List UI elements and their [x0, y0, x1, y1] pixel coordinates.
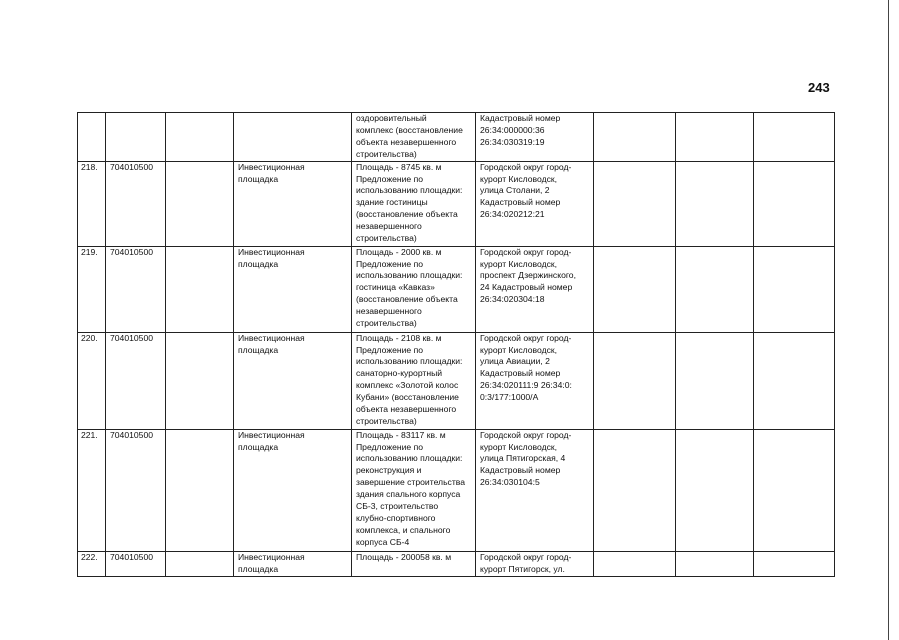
description-line: Предложение по: [356, 173, 424, 184]
object-type-line: Инвестиционная: [238, 161, 305, 172]
table-row: [78, 332, 835, 429]
address-cell: [476, 551, 594, 576]
row-number-cell: [78, 332, 106, 429]
description-line: незавершенного: [356, 221, 422, 232]
address-line: Городской округ город-: [480, 246, 572, 257]
oktmo-code: 704010500: [110, 429, 154, 440]
empty-cell: [754, 332, 835, 429]
description-cell: [352, 113, 476, 162]
description-cell: [352, 429, 476, 551]
description-line: незавершенного: [356, 306, 422, 317]
row-number-cell: [78, 161, 106, 246]
description-cell: [352, 551, 476, 576]
description-line: Площадь - 2108 кв. м: [356, 332, 442, 343]
empty-cell: [166, 332, 234, 429]
description-line: корпуса СБ-4: [356, 536, 410, 547]
empty-cell: [676, 161, 754, 246]
description-line: строительства): [356, 233, 417, 244]
table-row: [78, 429, 835, 551]
empty-cell: [676, 551, 754, 576]
address-line: проспект Дзержинского,: [480, 270, 576, 281]
address-line: 26:34:000000:36: [480, 124, 545, 135]
description-line: (восстановление объекта: [356, 209, 458, 220]
empty-cell: [676, 246, 754, 332]
description-line: использованию площадки:: [356, 270, 463, 281]
description-line: Кубани» (восстановление: [356, 392, 459, 403]
description-line: строительства): [356, 148, 417, 159]
address-line: курорт Кисловодск,: [480, 344, 558, 355]
oktmo-code: 704010500: [110, 332, 154, 343]
empty-cell: [166, 161, 234, 246]
oktmo-code-cell: [106, 246, 166, 332]
description-line: комплекс (восстановление: [356, 124, 463, 135]
description-line: гостиница «Кавказ»: [356, 282, 435, 293]
description-line: здания спального корпуса: [356, 489, 461, 500]
description-line: Площадь - 2000 кв. м: [356, 246, 442, 257]
row-number: 219.: [81, 246, 98, 257]
address-line: улица Столани, 2: [480, 185, 550, 196]
row-number-cell: [78, 246, 106, 332]
description-line: клубно-спортивного: [356, 512, 436, 523]
object-type-line: Инвестиционная: [238, 429, 305, 440]
address-line: 26:34:020212:21: [480, 209, 545, 220]
object-type-line: площадка: [238, 258, 279, 269]
empty-cell: [594, 332, 676, 429]
row-number: 222.: [81, 551, 98, 562]
address-cell: [476, 332, 594, 429]
address-cell: [476, 429, 594, 551]
registry-table: [77, 112, 835, 577]
address-line: Городской округ город-: [480, 161, 572, 172]
empty-cell: [676, 332, 754, 429]
description-line: объекта незавершенного: [356, 404, 457, 415]
description-line: Предложение по: [356, 258, 424, 269]
oktmo-code: 704010500: [110, 161, 154, 172]
oktmo-code: 704010500: [110, 246, 154, 257]
description-line: Предложение по: [356, 441, 424, 452]
object-type-line: площадка: [238, 441, 279, 452]
object-type-cell: [234, 551, 352, 576]
empty-cell: [754, 429, 835, 551]
address-cell: [476, 246, 594, 332]
empty-cell: [594, 551, 676, 576]
empty-cell: [754, 161, 835, 246]
description-cell: [352, 246, 476, 332]
description-cell: [352, 161, 476, 246]
description-cell: [352, 332, 476, 429]
description-line: использованию площадки:: [356, 356, 463, 367]
description-line: использованию площадки:: [356, 185, 463, 196]
description-line: завершение строительства: [356, 477, 466, 488]
row-number: 221.: [81, 429, 98, 440]
empty-cell: [166, 246, 234, 332]
row-number-cell: [78, 113, 106, 162]
address-line: Кадастровый номер: [480, 197, 561, 208]
object-type-cell: [234, 332, 352, 429]
oktmo-code-cell: [106, 429, 166, 551]
description-line: строительства): [356, 415, 417, 426]
table-row: [78, 551, 835, 576]
description-line: санаторно-курортный: [356, 368, 443, 379]
object-type-cell: [234, 246, 352, 332]
description-line: Предложение по: [356, 344, 424, 355]
table-row: [78, 161, 835, 246]
address-line: 24 Кадастровый номер: [480, 282, 573, 293]
oktmo-code: 704010500: [110, 551, 154, 562]
page-number: 243: [808, 80, 830, 95]
address-line: курорт Пятигорск, ул.: [480, 563, 565, 574]
description-line: использованию площадки:: [356, 453, 463, 464]
empty-cell: [594, 246, 676, 332]
object-type-cell: [234, 429, 352, 551]
address-line: Городской округ город-: [480, 551, 572, 562]
address-line: Городской округ город-: [480, 429, 572, 440]
address-line: курорт Кисловодск,: [480, 258, 558, 269]
table-row: [78, 246, 835, 332]
address-line: курорт Кисловодск,: [480, 173, 558, 184]
description-line: оздоровительный: [356, 113, 427, 123]
object-type-line: площадка: [238, 344, 279, 355]
address-line: 26:34:030104:5: [480, 477, 540, 488]
empty-cell: [594, 429, 676, 551]
description-line: комплекс «Золотой колос: [356, 380, 459, 391]
description-line: Площадь - 83117 кв. м: [356, 429, 446, 440]
empty-cell: [754, 551, 835, 576]
page-edge-line: [888, 0, 889, 640]
empty-cell: [754, 246, 835, 332]
row-number: 218.: [81, 161, 98, 172]
address-line: Кадастровый номер: [480, 368, 561, 379]
description-line: здание гостиницы: [356, 197, 428, 208]
description-line: реконструкция и: [356, 465, 422, 476]
address-line: 0:3/177:1000/А: [480, 392, 539, 403]
oktmo-code-cell: [106, 332, 166, 429]
address-line: улица Авиации, 2: [480, 356, 550, 367]
address-line: 26:34:020111:9 26:34:0:: [480, 380, 572, 391]
object-type-line: Инвестиционная: [238, 332, 305, 343]
description-line: объекта незавершенного: [356, 136, 457, 147]
address-line: Кадастровый номер: [480, 465, 561, 476]
object-type-cell: [234, 161, 352, 246]
object-type-line: площадка: [238, 563, 279, 574]
empty-cell: [166, 429, 234, 551]
address-line: курорт Кисловодск,: [480, 441, 558, 452]
address-line: Кадастровый номер: [480, 113, 561, 123]
empty-cell: [166, 113, 234, 162]
address-cell: [476, 113, 594, 162]
row-number-cell: [78, 551, 106, 576]
empty-cell: [594, 161, 676, 246]
empty-cell: [676, 113, 754, 162]
address-line: Городской округ город-: [480, 332, 572, 343]
address-line: 26:34:020304:18: [480, 294, 545, 305]
description-line: Площадь - 200058 кв. м: [356, 551, 452, 562]
oktmo-code-cell: [106, 113, 166, 162]
description-line: Площадь - 8745 кв. м: [356, 161, 442, 172]
object-type-line: Инвестиционная: [238, 246, 305, 257]
empty-cell: [754, 113, 835, 162]
row-number-cell: [78, 429, 106, 551]
empty-cell: [166, 551, 234, 576]
object-type-line: Инвестиционная: [238, 551, 305, 562]
description-line: (восстановление объекта: [356, 294, 458, 305]
object-type-cell: [234, 113, 352, 162]
oktmo-code-cell: [106, 551, 166, 576]
empty-cell: [676, 429, 754, 551]
description-line: строительства): [356, 318, 417, 329]
description-line: комплекса, и спального: [356, 524, 451, 535]
object-type-line: площадка: [238, 173, 279, 184]
address-line: 26:34:030319:19: [480, 136, 545, 147]
description-line: СБ-3, строительство: [356, 501, 439, 512]
registry-table-body: [78, 113, 835, 577]
oktmo-code-cell: [106, 161, 166, 246]
empty-cell: [594, 113, 676, 162]
table-row: [78, 113, 835, 162]
row-number: 220.: [81, 332, 98, 343]
address-line: улица Пятигорская, 4: [480, 453, 566, 464]
address-cell: [476, 161, 594, 246]
